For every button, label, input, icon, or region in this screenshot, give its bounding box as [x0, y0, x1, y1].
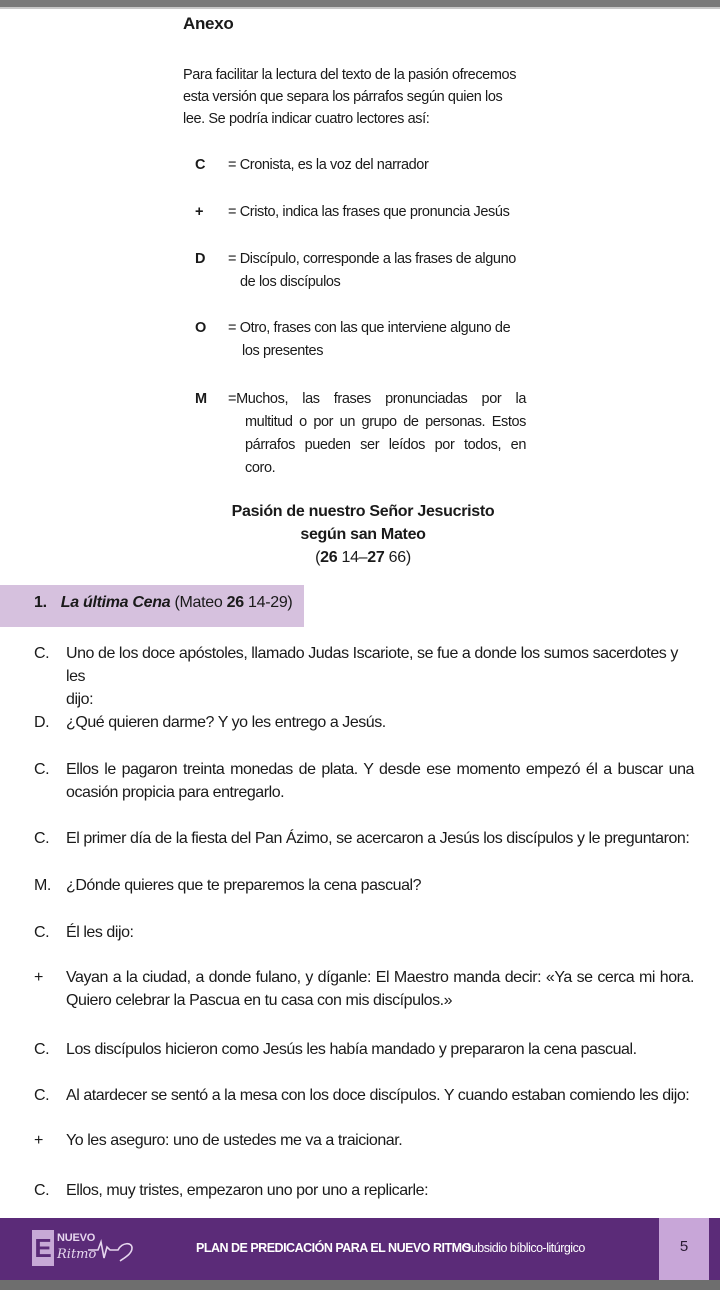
- reading-text: Ellos, muy tristes, empezaron uno por uno a replicarle:: [66, 1182, 429, 1199]
- anexo-title: Anexo: [183, 14, 234, 33]
- pasion-reference: (26 14–27 66): [315, 549, 411, 566]
- speaker-label: M.: [34, 877, 51, 894]
- page-footer: [0, 1218, 720, 1280]
- legend-desc: = Cronista, es la voz del narrador: [228, 157, 429, 173]
- legend-key: M: [195, 391, 207, 407]
- heartbeat-icon: [88, 1238, 144, 1262]
- speaker-label: C.: [34, 761, 50, 778]
- footer-subtitle: Subsidio bíblico-litúrgico: [463, 1241, 585, 1255]
- pasion-title: Pasión de nuestro Señor Jesucristo: [231, 503, 495, 520]
- bottom-border: [0, 1280, 720, 1290]
- section-header: 1. La última Cena (Mateo 26 14-29): [34, 594, 293, 611]
- page-number-box: [659, 1218, 709, 1280]
- top-border: [0, 0, 720, 7]
- speaker-label: +: [34, 969, 43, 986]
- reading-text: Ellos le pagaron treinta monedas de plata. Y desde ese momento empezó él a buscar una ocasión propicia para entregarlo.: [66, 761, 694, 801]
- reading-text: ¿Dónde quieres que te preparemos la cena pascual?: [66, 877, 422, 894]
- top-border-shadow: [0, 7, 720, 9]
- legend-desc: = Otro, frases con las que interviene alguno de los presentes: [228, 320, 511, 359]
- speaker-label: C.: [34, 645, 50, 662]
- logo-nuevo-text: NUEVO: [57, 1232, 96, 1244]
- legend-desc: =Muchos, las frases pronunciadas por la multitud o por un grupo de personas. Estos párrafos pueden ser leídos por todos, en coro.: [228, 391, 526, 476]
- speaker-label: +: [34, 1132, 43, 1149]
- legend-desc: = Cristo, indica las frases que pronuncia Jesús: [228, 204, 510, 220]
- pasion-heading: [183, 500, 543, 569]
- reading-text: Al atardecer se sentó a la mesa con los doce discípulos. Y cuando estaban comiendo les dijo:: [66, 1087, 690, 1104]
- reading-text: Vayan a la ciudad, a donde fulano, y díganle: El Maestro manda decir: «Ya se cerca mi hora. Quiero celebrar la Pascua en tu casa con mis discípulos.»: [66, 969, 694, 1009]
- speaker-label: C.: [34, 1087, 50, 1104]
- section-number: 1.: [34, 594, 47, 611]
- anexo-intro: Para facilitar la lectura del texto de la pasión ofrecemos esta versión que separa los párrafos según quien los lee. Se podría indicar cuatro lectores así:: [183, 67, 517, 127]
- reading-text: ¿Qué quieren darme? Y yo les entrego a Jesús.: [66, 714, 386, 731]
- speaker-label: C.: [34, 1041, 50, 1058]
- speaker-label: D.: [34, 714, 50, 731]
- page-number: 5: [679, 1238, 689, 1255]
- logo-mark: E: [32, 1230, 54, 1266]
- speaker-label: C.: [34, 924, 50, 941]
- legend-key: D: [195, 251, 206, 267]
- reading-text: Él les dijo:: [66, 924, 134, 941]
- speaker-label: C.: [34, 1182, 50, 1199]
- reading-text: Yo les aseguro: uno de ustedes me va a traicionar.: [66, 1132, 403, 1149]
- logo-ritmo-text: Ritmo: [57, 1247, 97, 1262]
- speaker-label: C.: [34, 830, 50, 847]
- legend-desc: = Discípulo, corresponde a las frases de alguno de los discípulos: [228, 251, 516, 290]
- pasion-subtitle: según san Mateo: [300, 526, 426, 543]
- reading-text: El primer día de la fiesta del Pan Ázimo, se acercaron a Jesús los discípulos y le preguntaron:: [66, 830, 690, 847]
- footer-title: PLAN DE PREDICACIÓN PARA EL NUEVO RITMO: [196, 1241, 471, 1255]
- legend-key: +: [195, 204, 204, 220]
- reading-text: Uno de los doce apóstoles, llamado Judas Iscariote, se fue a donde los sumos sacerdotes y les dijo:: [66, 645, 678, 708]
- legend-key: C: [195, 157, 206, 173]
- legend-key: O: [195, 320, 206, 336]
- section-title: La última Cena: [60, 594, 171, 611]
- reading-text: Los discípulos hicieron como Jesús les había mandado y prepararon la cena pascual.: [66, 1041, 637, 1058]
